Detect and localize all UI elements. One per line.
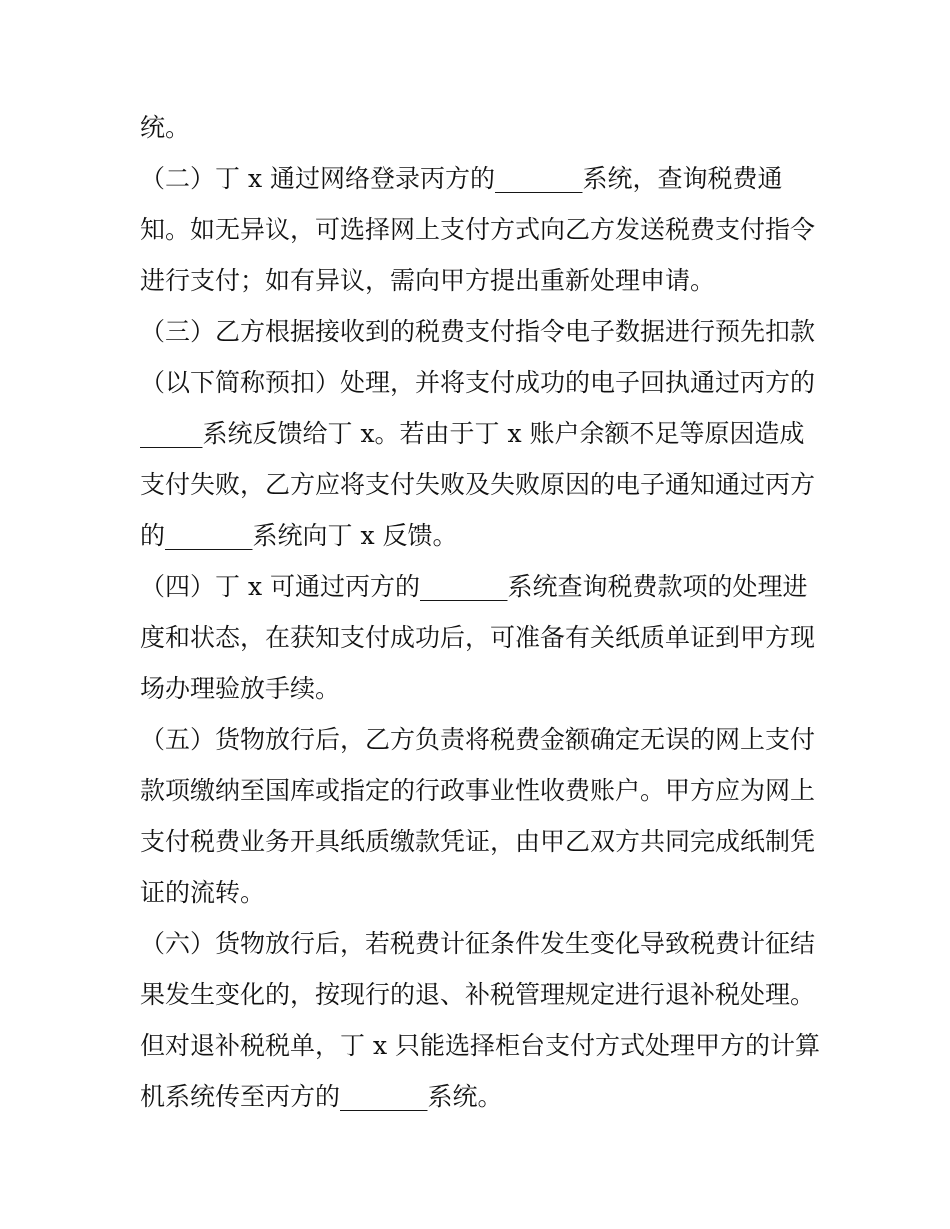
text-line: 度和状态，在获知支付成功后，可准备有关纸质单证到甲方现 (140, 623, 816, 652)
text-line: （五）货物放行后，乙方负责将税费金额确定无误的网上支付 (140, 725, 816, 754)
text-line: 款项缴纳至国库或指定的行政事业性收费账户。甲方应为网上 (140, 776, 816, 805)
text-line: 场办理验放手续。 (140, 674, 341, 703)
text-line: 机系统传至丙方的_______系统。 (140, 1082, 503, 1111)
text-line: 进行支付；如有异议，需向甲方提出重新处理申请。 (140, 266, 716, 295)
text-line: 统。 (140, 113, 191, 142)
text-line: 支付失败，乙方应将支付失败及失败原因的电子通知通过丙方 (140, 470, 816, 499)
text-line: （六）货物放行后，若税费计征条件发生变化导致税费计征结 (140, 929, 816, 958)
text-line: _____系统反馈给丁 x。若由于丁 x 账户余额不足等原因造成 (140, 419, 805, 448)
text-line: 知。如无异议，可选择网上支付方式向乙方发送税费支付指令 (140, 215, 816, 244)
text-line: 的_______系统向丁 x 反馈。 (140, 521, 458, 550)
text-line: （二）丁 x 通过网络登录丙方的_______系统，查询税费通 (140, 164, 783, 193)
text-line: 支付税费业务开具纸质缴款凭证，由甲乙双方共同完成纸制凭 (140, 827, 816, 856)
text-line: （四）丁 x 可通过丙方的_______系统查询税费款项的处理进 (140, 572, 808, 601)
text-line: （三）乙方根据接收到的税费支付指令电子数据进行预先扣款 (140, 317, 816, 346)
text-line: 果发生变化的，按现行的退、补税管理规定进行退补税处理。 (140, 980, 816, 1009)
text-line: （以下简称预扣）处理，并将支付成功的电子回执通过丙方的 (140, 368, 816, 397)
text-line: 但对退补税税单，丁 x 只能选择柜台支付方式处理甲方的计算 (140, 1031, 820, 1060)
text-line: 证的流转。 (140, 878, 266, 907)
